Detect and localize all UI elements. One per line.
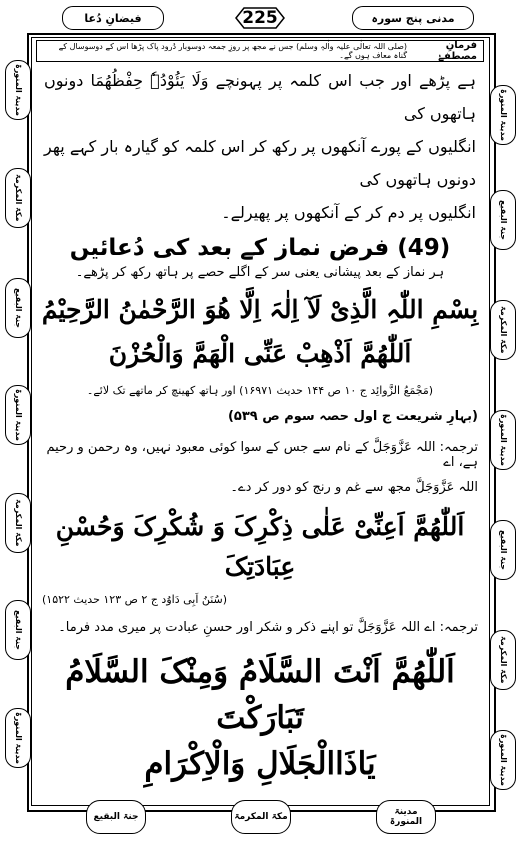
instruction-text: ہر نماز کے بعد پیشانی یعنی سر کے اگلے حصے پر ہاتھ رکھ کر پڑھے۔ xyxy=(75,265,445,280)
footer-badge-baqi xyxy=(86,800,146,834)
reference-text: (سُنَنُ اَبِی دَاوُد ج ۲ ص ۱۲۳ حدیث ۱۵۲۲) xyxy=(42,593,228,606)
page-number: 225 xyxy=(242,8,278,28)
reference-text: (بہارِ شریعت ج اول حصہ سوم ص ۵۳۹) xyxy=(227,409,478,424)
paragraph-line: انگلیوں پر دم کر کے آنکھوں پر پھیرلے۔ xyxy=(221,203,476,222)
section-title: فیضانِ دُعا xyxy=(84,11,142,25)
arabic-dua: یَاذَاالْجَلَالِ وَالْاِکْرَامِ xyxy=(144,746,376,782)
book-title: مدنی پنج سورہ xyxy=(371,11,455,25)
arabic-dua: بِسْمِ اللّٰہِ الَّذِیْ لَآ اِلٰہَ اِلَّا ھُوَ الرَّحْمٰنُ الرَّحِیْمُ xyxy=(41,295,479,324)
side-badge-madina xyxy=(490,730,516,790)
footer-label: جنۃ البقیع xyxy=(93,811,139,822)
side-badge-baqi xyxy=(5,600,31,660)
side-badge-makka xyxy=(490,630,516,690)
footer-label: مکۃ المکرمۃ xyxy=(234,811,288,822)
side-badge-makka xyxy=(5,493,31,553)
side-badge-baqi xyxy=(5,278,31,338)
translation-text: ترجمہ: اللہ عَزَّوَجَلَّ کے نام سے جس کے سوا کوئی معبود نہیں، وہ رحمن و رحیم ہے، اے xyxy=(46,440,478,470)
side-badge-madina xyxy=(490,85,516,145)
side-badge-label: جنۃ البقیع xyxy=(499,200,509,241)
side-badge-madina xyxy=(490,410,516,470)
arabic-dua: اَللّٰھُمَّ اَعِنِّیْ عَلٰی ذِکْرِکَ وَ شُکْرِکَ وَحُسْنِ عِبَادَتِکَ xyxy=(55,512,465,581)
page-number-badge xyxy=(230,5,290,31)
hadith-notice xyxy=(36,40,484,62)
arabic-dua: اَللّٰھُمَّ اَذْھِبْ عَنِّی الْھَمَّ وَالْحُزْنَ xyxy=(108,339,412,368)
arabic-dua: اَللّٰھُمَّ اَنْتَ السَّلَامُ وَمِنْکَ السَّلَامُ تَبَارَکْتَ xyxy=(65,654,455,736)
section-heading: (49) فرض نماز کے بعد کی دُعائیں xyxy=(69,235,451,261)
footer-badge-makka xyxy=(231,800,291,834)
notice-text: (صلی اللہ تعالٰی علیہ واٰلہٖ وسلم) جس نے مجھ پر روزِ جمعہ دوسوبار دُرود پاک پڑھا اس کے دوسوسال کے گناہ معاف ہوں گے۔ xyxy=(58,42,408,60)
section-title-badge xyxy=(62,6,164,30)
side-badge-makka xyxy=(5,168,31,228)
side-badge-baqi xyxy=(490,520,516,580)
side-badge-label: جنۃ البقیع xyxy=(499,530,509,571)
side-badge-label: مدینۃ المنورۃ xyxy=(14,712,24,764)
side-badge-label: مدینۃ المنورۃ xyxy=(499,89,509,141)
translation-text: ترجمہ: اے اللہ عَزَّوَجَلَّ تو اپنے ذکر و شکر اور حسنِ عبادت پر میری مدد فرما۔ xyxy=(58,620,478,635)
translation-text: اللہ عَزَّوَجَلَّ مجھ سے غم و رنج کو دور کر دے۔ xyxy=(230,480,478,495)
side-badge-label: مکۃ المکرمۃ xyxy=(499,636,509,684)
notice-label: فرمانِ مصطفےٰ xyxy=(438,40,477,62)
side-badge-label: مدینۃ المنورۃ xyxy=(499,734,509,786)
side-badge-label: مدینۃ المنورۃ xyxy=(499,414,509,466)
side-badge-label: مدینۃ المنورۃ xyxy=(14,389,24,441)
side-badge-makka xyxy=(490,300,516,360)
side-badge-label: جنۃ البقیع xyxy=(14,610,24,651)
paragraph-line: انگلیوں کے پورے آنکھوں پر رکھ کر اس کلمہ کو گیارہ بار کہے پھر دونوں ہاتھوں کی xyxy=(44,137,476,189)
side-badge-madina xyxy=(5,385,31,445)
side-badge-label: مکۃ المکرمۃ xyxy=(14,174,24,222)
side-badge-madina xyxy=(5,708,31,768)
side-badge-baqi xyxy=(490,190,516,250)
main-content xyxy=(36,64,484,787)
book-title-badge xyxy=(352,6,474,30)
side-badge-label: جنۃ البقیع xyxy=(14,288,24,329)
side-badge-label: مدینۃ المنورۃ xyxy=(14,64,24,116)
footer-label: مدینۃ المنورۃ xyxy=(389,806,423,827)
reference-text: (مَجْمَعُ الزَّوائِد ج ۱۰ ص ۱۴۴ حدیث ۱۶۹۷۱) اور ہاتھ کھینچ کر ماتھے تک لائے۔ xyxy=(86,384,434,397)
side-badge-madina xyxy=(5,60,31,120)
footer-badge-madina xyxy=(376,800,436,834)
side-badge-label: مکۃ المکرمۃ xyxy=(14,499,24,547)
side-badge-label: مکۃ المکرمۃ xyxy=(499,306,509,354)
paragraph-line: ہے پڑھے اور جب اس کلمہ پر پہونچے وَلَا یَئُوْدُہٗ حِفْظُھُمَا دونوں ہاتھوں کی xyxy=(44,71,476,123)
